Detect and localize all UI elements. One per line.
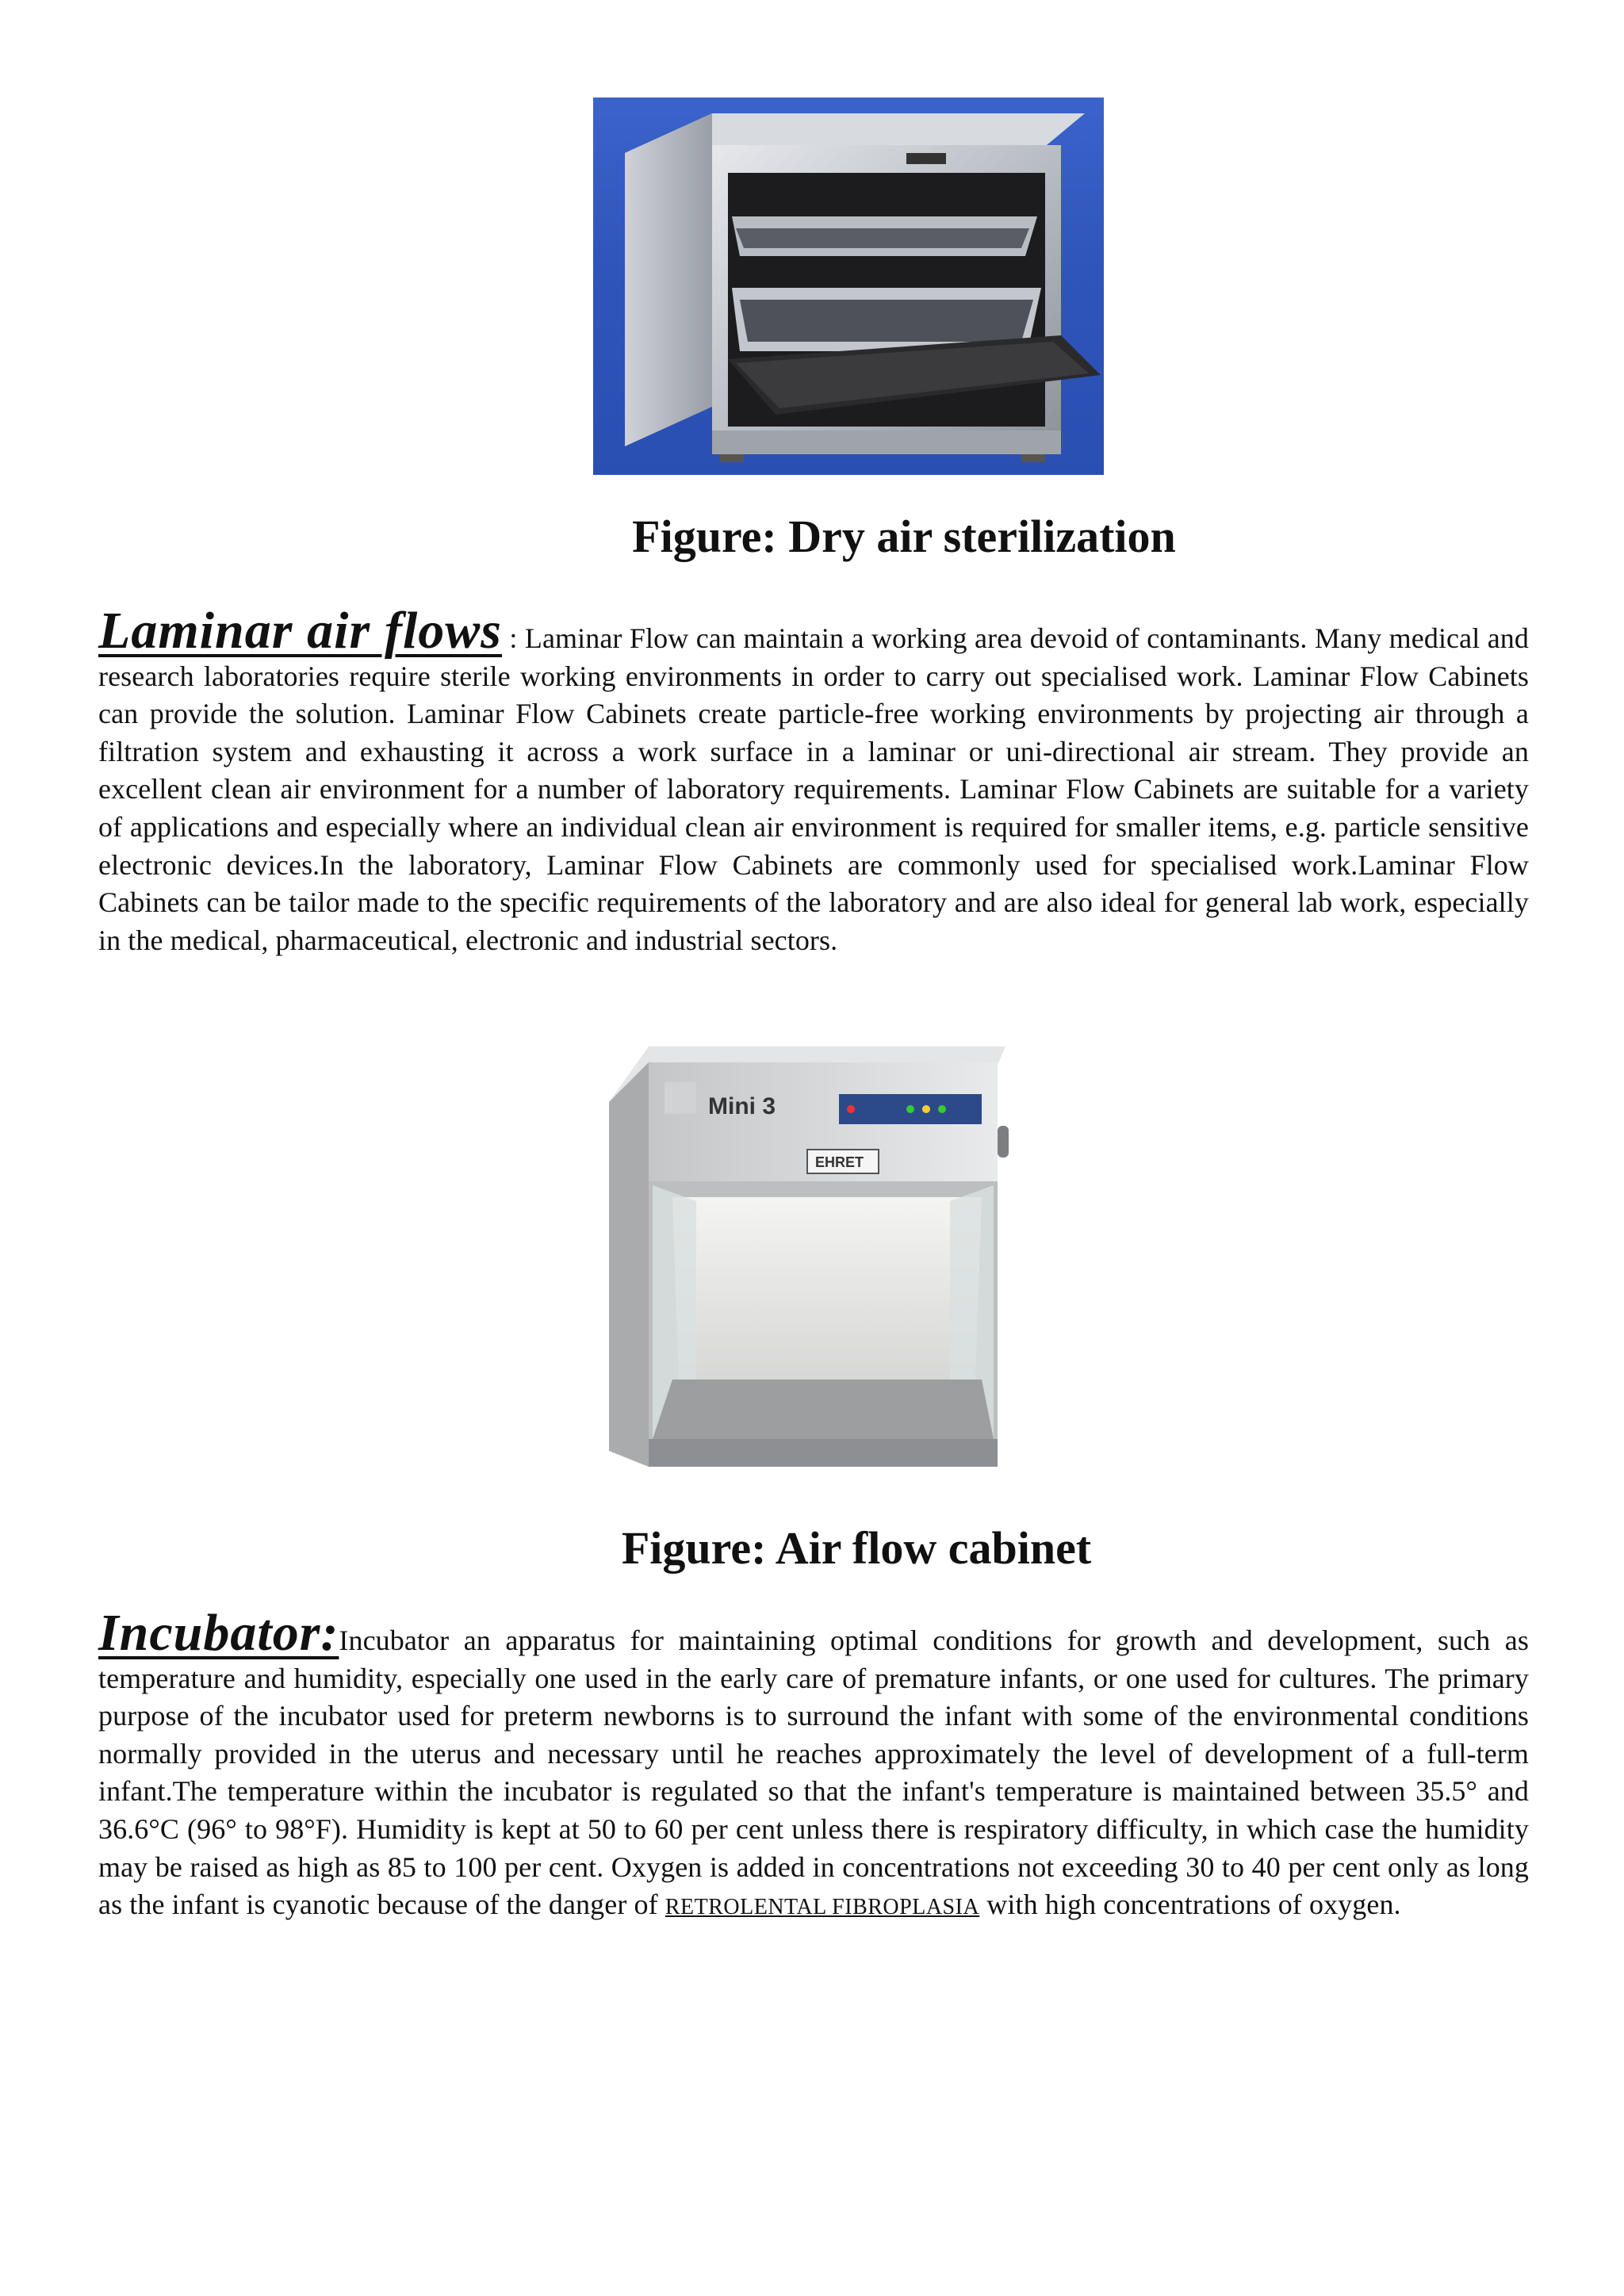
figure-caption-dry-air: Figure: Dry air sterilization <box>632 511 1176 562</box>
incubator-body-text: Incubator an apparatus for maintaining optimal conditions for growth and development, such as temperature and humidity, especially one used in the early care of premature infants, or one used for cultures. The primary purpose of the incubator used for preterm newborns is to surround the infant with some of the environmental conditions normally provided in the uterus and necessary until he reaches approximately the level of development of a full-term infant.The temperature within the incubator is regulated so that the infant's temperature is maintained between 35.5° and 36.6°C (96° to 98°F). Humidity is kept at 50 to 60 per cent unless there is respiratory difficulty, in which case the humidity may be raised as high as 85 to 100 per cent. Oxygen is added in concentrations not exceeding 30 to 40 per cent only as long as the infant is cyanotic because of the danger of <box>98 1624 1529 1921</box>
retrolental-fibroplasia-link[interactable]: RETROLENTAL FIBROPLASIA <box>665 1895 980 1920</box>
figure-caption-air-flow-cabinet: Figure: Air flow cabinet <box>621 1522 1092 1574</box>
laminar-body-text: : Laminar Flow can maintain a working area devoid of contaminants. Many medical and research laboratories require sterile working environments in order to carry out specialised work. Laminar Flow Cabinets can provide the solution. Laminar Flow Cabinets create particle-free working environments by projecting air through a filtration system and exhausting it across a work surface in a laminar or uni-directional air stream. They provide an excellent clean air environment for a number of laboratory requirements. Laminar Flow Cabinets are suitable for a variety of applications and especially where an individual clean air environment is required for smaller items, e.g. particle sensitive electronic devices.In the laboratory, Laminar Flow Cabinets are commonly used for specialised work.Laminar Flow Cabinets can be tailor made to the specific requirements of the laboratory and are also ideal for general lab work, especially in the medical, pharmaceutical, electronic and industrial sectors. <box>98 622 1529 956</box>
laminar-air-flows-paragraph <box>98 602 1529 959</box>
dry-air-sterilizer-image <box>593 98 1104 475</box>
section-heading-incubator: Incubator: <box>98 1604 339 1662</box>
incubator-body-text-end: with high concentrations of oxygen. <box>979 1888 1401 1921</box>
air-flow-cabinet-image <box>577 1039 1012 1483</box>
cabinet-model-label: Mini 3 <box>708 1093 776 1119</box>
incubator-paragraph <box>98 1604 1529 1927</box>
section-heading-laminar: Laminar air flows <box>98 602 502 660</box>
cabinet-brand-label: EHRET <box>815 1154 864 1170</box>
